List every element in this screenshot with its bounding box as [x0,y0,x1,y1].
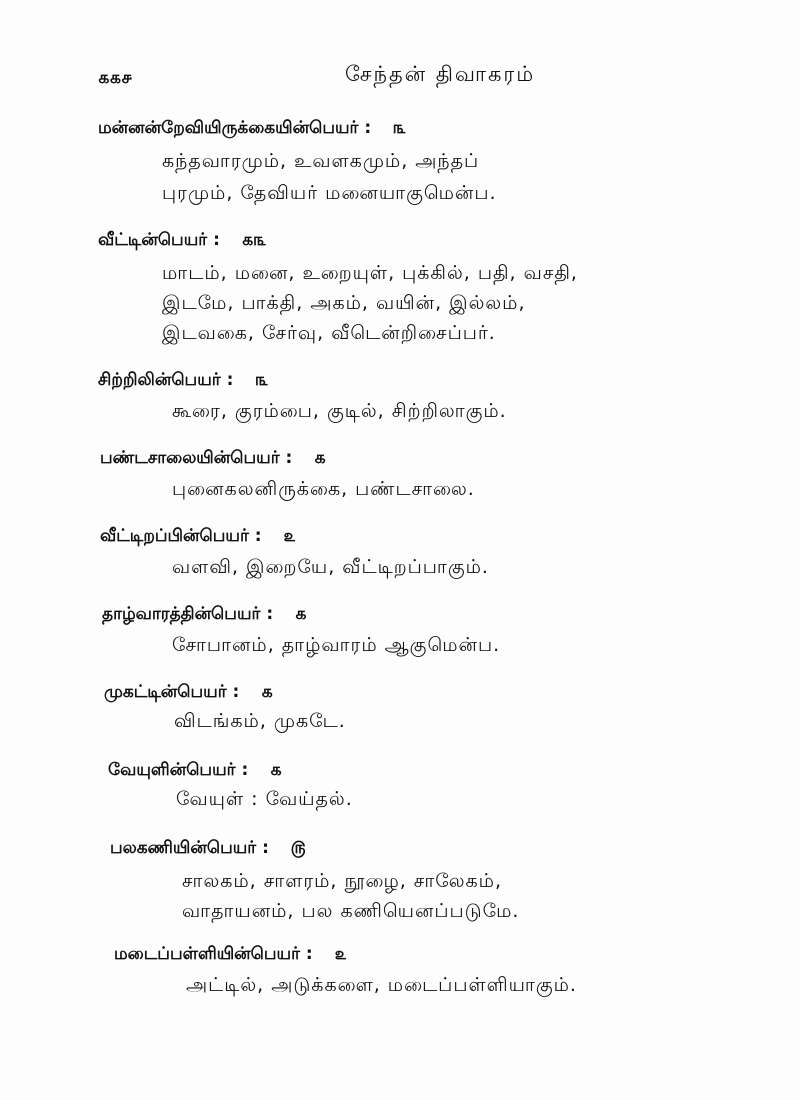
page-number: ௧௧௪ [98,68,133,88]
entry-heading-text: முகட்டின்பெயர் : [104,682,240,702]
entry-heading-text: மடைப்பள்ளியின்பெயர் : [114,944,313,964]
verse-line: இடமே, பாக்தி, அகம், வயின், இல்லம், [162,292,526,314]
entry-heading-text: சிற்றிலின்பெயர் : [98,370,234,390]
entry-heading [98,230,266,252]
verse-line: அட்டில், அடுக்களை, மடைப்பள்ளியாகும். [186,974,577,996]
entry-count: ௨ [334,944,347,964]
entry-heading [102,604,307,626]
verse-line: விடங்கம், முகடே. [174,710,346,732]
entry-heading-text: பலகணியின்பெயர் : [110,838,269,858]
verse-line: வாதாயனம், பல கணியெனப்படுமே. [182,900,520,922]
verse-line: புரமும், தேவியர் மனையாகுமென்ப. [162,182,497,204]
entry-count: ௧௩ [241,230,267,250]
verse-line: சோபானம், தாழ்வாரம் ஆகுமென்ப. [172,634,501,656]
entry-heading [100,448,326,470]
entry-count: ௩ [393,118,407,138]
entry-count: ௨ [283,526,296,546]
running-title: சேந்தன் திவாகரம் [345,62,536,86]
entry-heading [114,944,347,966]
verse-line: இடவகை, சேர்வு, வீடென்றிசைப்பர். [162,322,496,344]
verse-line: சாலகம், சாளரம், நூழை, சாலேகம், [182,870,502,892]
verse-line: மாடம், மனை, உறையுள், புக்கில், பதி, வசதி, [162,262,578,284]
verse-line: வேயுள் : வேய்தல். [176,788,353,810]
entry-heading [104,682,273,704]
entry-heading-text: வேயுளின்பெயர் : [108,760,249,780]
verse-line: கந்தவாரமும், உவளகமும், அந்தப் [162,150,480,172]
entry-count: ௧ [295,604,307,624]
entry-heading-text: தாழ்வாரத்தின்பெயர் : [102,604,274,624]
entry-heading-text: வீட்டிறப்பின்பெயர் : [100,526,262,546]
entry-heading [98,118,406,140]
entry-heading [108,760,282,782]
entry-heading [98,370,268,392]
entry-count: ௫ [290,838,306,858]
entry-heading [110,838,306,860]
verse-line: புனைகலனிருக்கை, பண்டசாலை. [172,478,475,500]
entry-count: ௩ [255,370,269,390]
entry-count: ௧ [314,448,326,468]
verse-line: கூரை, குரம்பை, குடில், சிற்றிலாகும். [172,400,507,422]
entry-heading-text: மன்னன்றேவியிருக்கையின்பெயர் : [98,118,372,138]
entry-heading [100,526,296,548]
entry-count: ௧ [261,682,273,702]
entry-heading-text: வீட்டின்பெயர் : [98,230,220,250]
verse-line: வளவி, இறையே, வீட்டிறப்பாகும். [172,556,489,578]
entry-heading-text: பண்டசாலையின்பெயர் : [100,448,293,468]
entry-count: ௧ [270,760,282,780]
